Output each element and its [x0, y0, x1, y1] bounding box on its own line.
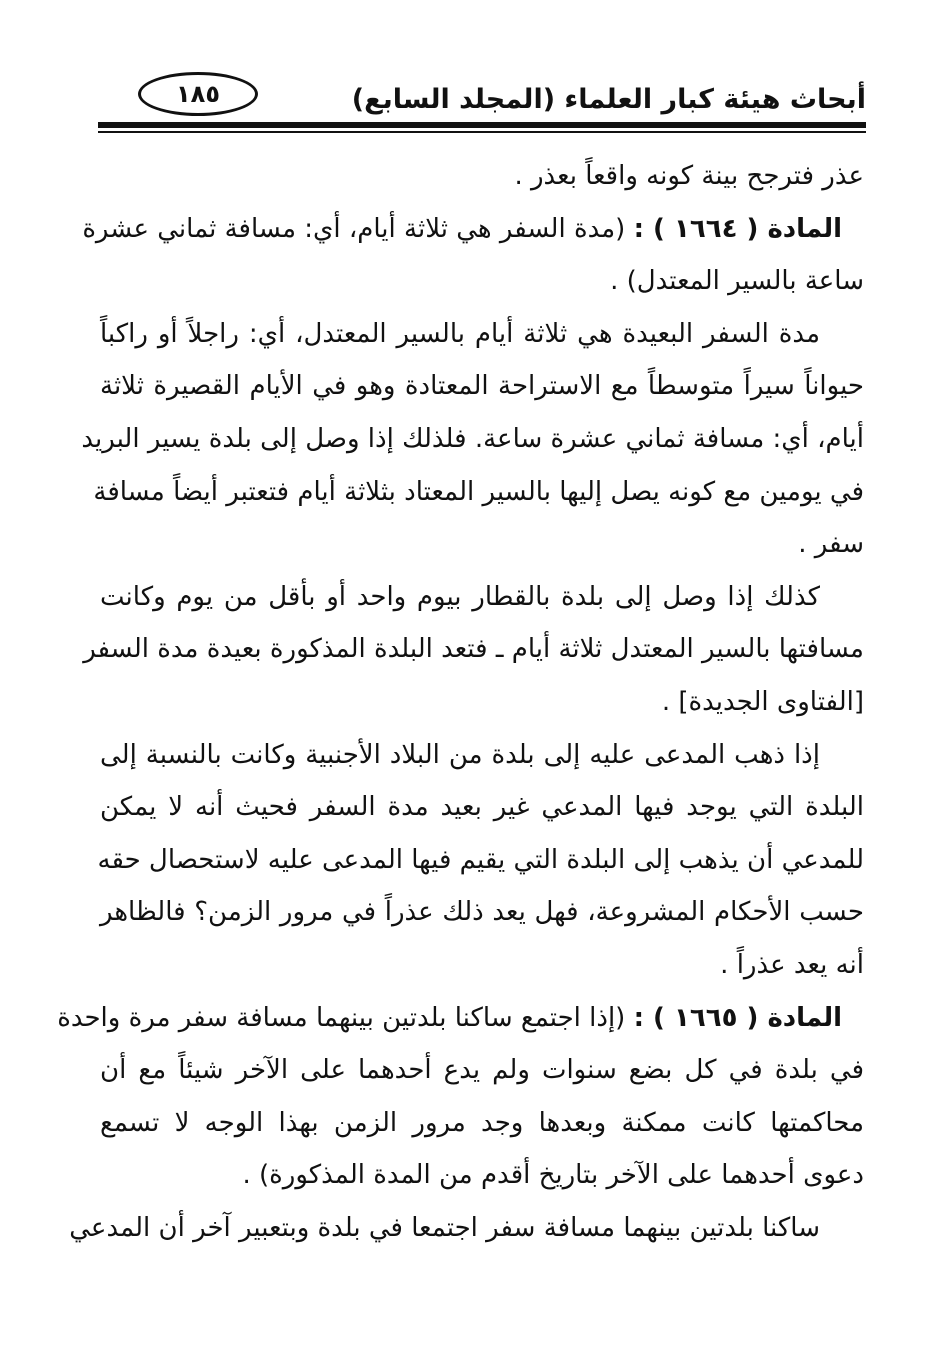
body-text: [57, 150, 864, 1254]
running-title: أبحاث هيئة كبار العلماء (المجلد السابع): [351, 84, 866, 115]
text-line: [الفتاوى الجديدة] .: [661, 686, 864, 717]
text-line: ساعة بالسير المعتدل) .: [610, 266, 864, 297]
text-line: في بلدة في كل بضع سنوات ولم يدع أحدهما على الآخر شيئاً مع أن: [100, 1055, 864, 1086]
text-line: البلدة التي يوجد فيها المدعي غير بعيد مدة السفر فحيث أنه لا يمكن: [100, 792, 864, 823]
text-line: دعوى أحدهما على الآخر بتاريخ أقدم من المدة المذكورة) .: [242, 1160, 864, 1191]
text-line: مدة السفر البعيدة هي ثلاثة أيام بالسير المعتدل، أي: راجلاً أو راكباً: [100, 318, 820, 349]
text-line: للمدعي أن يذهب إلى البلدة التي يقيم فيها المدعى عليه لاستحصال حقه: [97, 844, 864, 875]
text-line: أنه يعد عذراً .: [720, 949, 864, 980]
text-line: محاكمتها كانت ممكنة وبعدها وجد مرور الزمن بهذا الوجه لا تسمع: [100, 1107, 864, 1138]
page-number: ١٨٥: [176, 80, 220, 108]
article-label: المادة ( ١٦٦٥ ) :: [633, 1002, 842, 1033]
text-line: حسب الأحكام المشروعة، فهل يعد ذلك عذراً في مرور الزمن؟ فالظاهر: [100, 897, 864, 928]
text-line: إذا ذهب المدعى عليه إلى بلدة من البلاد الأجنبية وكانت بالنسبة إلى: [100, 739, 820, 770]
article-label: المادة ( ١٦٦٤ ) :: [633, 213, 842, 244]
text-line: مسافتها بالسير المعتدل ثلاثة أيام ـ فتعد البلدة المذكورة بعيدة مدة السفر: [83, 634, 864, 665]
text-line: كذلك إذا وصل إلى بلدة بالقطار بيوم واحد أو بأقل من يوم وكانت: [100, 581, 820, 612]
article-text: (مدة السفر هي ثلاثة أيام، أي: مسافة ثماني عشرة: [82, 213, 634, 244]
article-heading-line: [82, 203, 864, 256]
text-line: عذر فترجح بينة كونه واقعاً بعذر .: [514, 161, 864, 191]
page-number-badge: [138, 72, 258, 116]
text-line: حيواناً سيراً متوسطاً مع الاستراحة المعتادة وهو في الأيام القصيرة ثلاثة: [100, 371, 864, 402]
header-rule-thick: [98, 122, 866, 128]
text-line: ساكنا بلدتين بينهما مسافة سفر اجتمعا في بلدة وبتعبير آخر أن المدعي: [69, 1212, 820, 1243]
page-header: [98, 62, 866, 136]
text-line: سفر .: [798, 529, 864, 560]
text-line: في يومين مع كونه يصل إليها بالسير المعتاد بثلاثة أيام فتعتبر أيضاً مسافة: [93, 476, 864, 507]
header-rule-thin: [98, 131, 866, 133]
text-line: أيام، أي: مسافة ثماني عشرة ساعة. فلذلك إذا وصل إلى بلدة يسير البريد: [81, 423, 864, 454]
article-heading-line: [57, 992, 864, 1045]
article-text: (إذا اجتمع ساكنا بلدتين بينهما مسافة سفر مرة واحدة: [57, 1002, 634, 1033]
